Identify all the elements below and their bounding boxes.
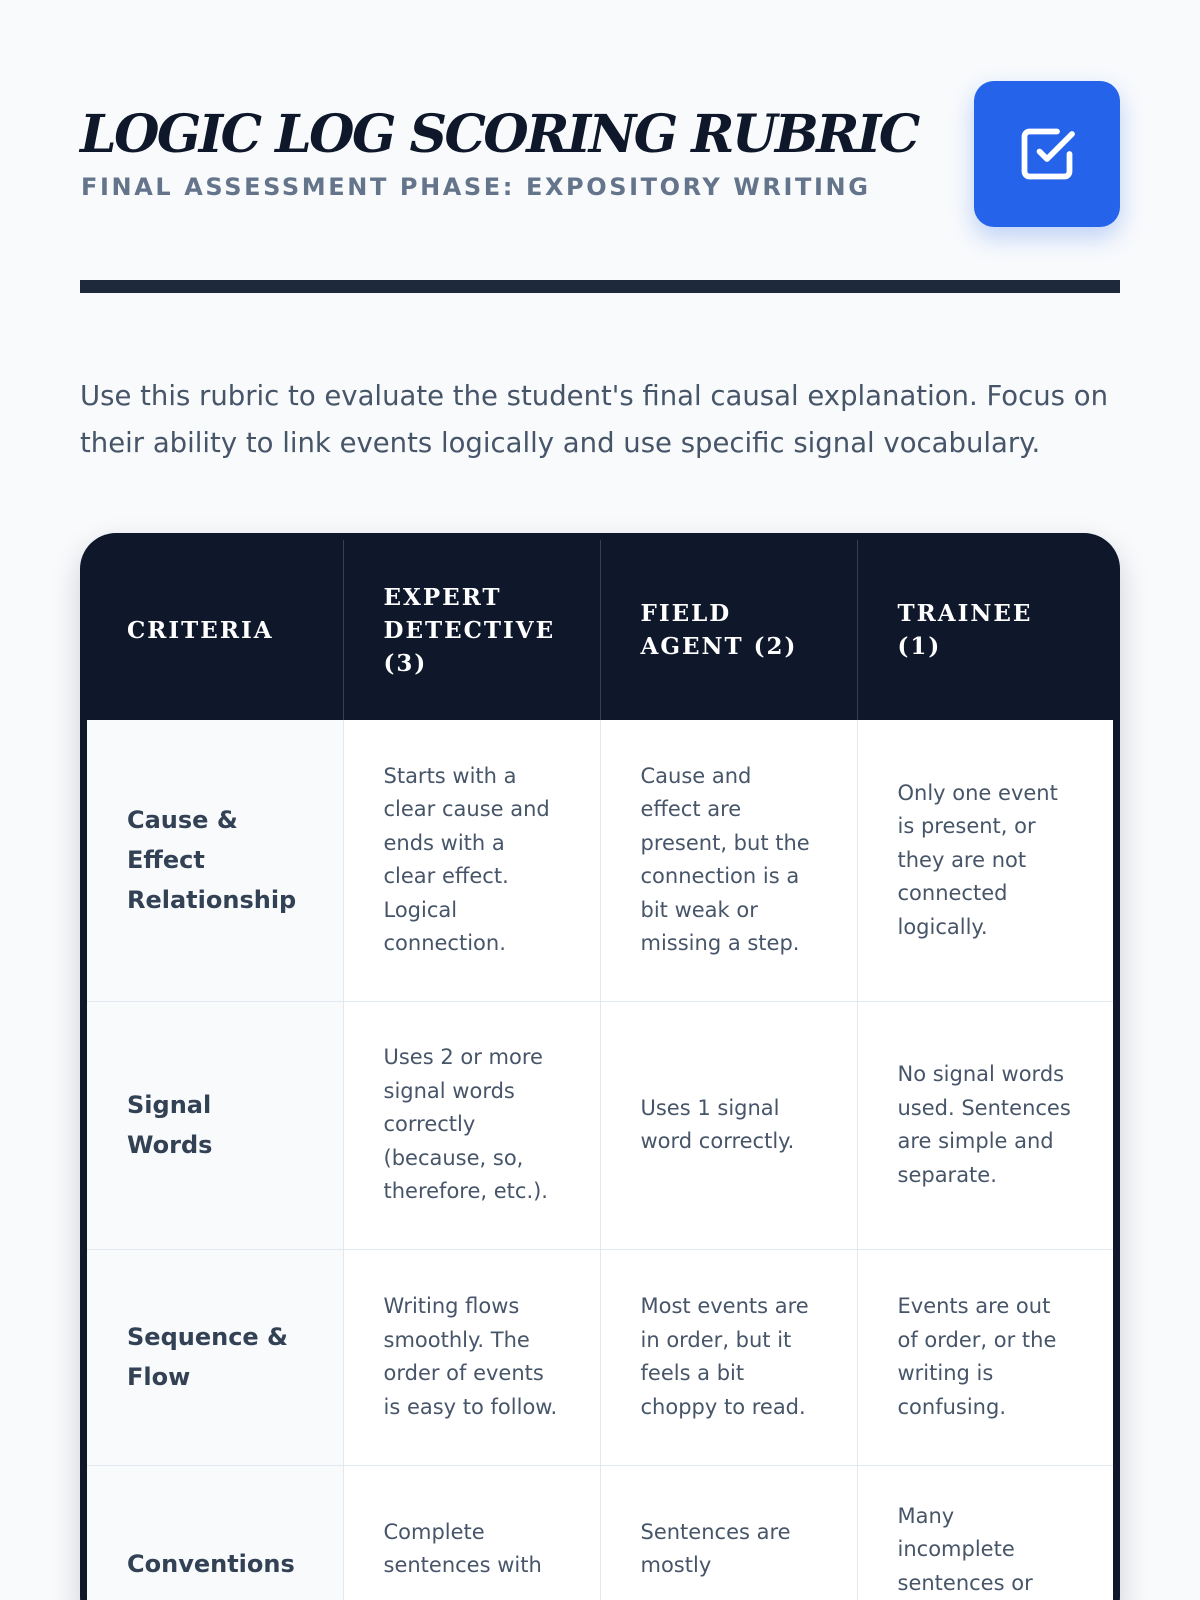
field-agent-cell: Uses 1 signal word correctly.	[600, 1001, 857, 1249]
field-agent-cell: Sentences are mostly	[600, 1465, 857, 1600]
checkbox-badge	[974, 81, 1120, 227]
trainee-cell: Events are out of order, or the writing is confusing.	[857, 1249, 1113, 1465]
table-row	[87, 1001, 1113, 1249]
criteria-cell: Sequence & Flow	[87, 1249, 343, 1465]
criteria-cell: Conventions	[87, 1465, 343, 1600]
table-header-row	[87, 540, 1113, 720]
header-field-agent: FIELD AGENT (2)	[600, 540, 857, 720]
expert-cell: Complete sentences with	[343, 1465, 600, 1600]
criteria-cell: Signal Words	[87, 1001, 343, 1249]
header-criteria: CRITERIA	[127, 616, 274, 644]
trainee-cell: No signal words used. Sentences are simple and separate.	[857, 1001, 1113, 1249]
expert-cell: Uses 2 or more signal words correctly (because, so, therefore, etc.).	[343, 1001, 600, 1249]
expert-cell: Starts with a clear cause and ends with a clear effect. Logical connection.	[343, 720, 600, 1001]
expert-cell: Writing flows smoothly. The order of events is easy to follow.	[343, 1249, 600, 1465]
header-divider	[80, 280, 1120, 293]
table-row	[87, 1465, 1113, 1600]
trainee-cell: Only one event is present, or they are not connected logically.	[857, 720, 1113, 1001]
criteria-cell: Cause & Effect Relationship	[87, 720, 343, 1001]
rubric-table	[87, 540, 1113, 1600]
table-row	[87, 1249, 1113, 1465]
page-title: LOGIC LOG SCORING RUBRIC	[80, 104, 918, 165]
intro-paragraph: Use this rubric to evaluate the student's final causal explanation. Focus on their ability to link events logically and use specific signal vocabulary.	[80, 380, 1109, 459]
table-row	[87, 720, 1113, 1001]
header-expert-detective: EXPERT DETECTIVE (3)	[343, 540, 600, 720]
trainee-cell: Many incomplete sentences or	[857, 1465, 1113, 1600]
rubric-table-container	[80, 533, 1120, 1600]
field-agent-cell: Most events are in order, but it feels a bit choppy to read.	[600, 1249, 857, 1465]
page-subtitle: FINAL ASSESSMENT PHASE: EXPOSITORY WRITING	[81, 173, 871, 201]
header-trainee: TRAINEE (1)	[857, 540, 1113, 720]
field-agent-cell: Cause and effect are present, but the connection is a bit weak or missing a step.	[600, 720, 857, 1001]
checkbox-icon	[1017, 124, 1077, 184]
